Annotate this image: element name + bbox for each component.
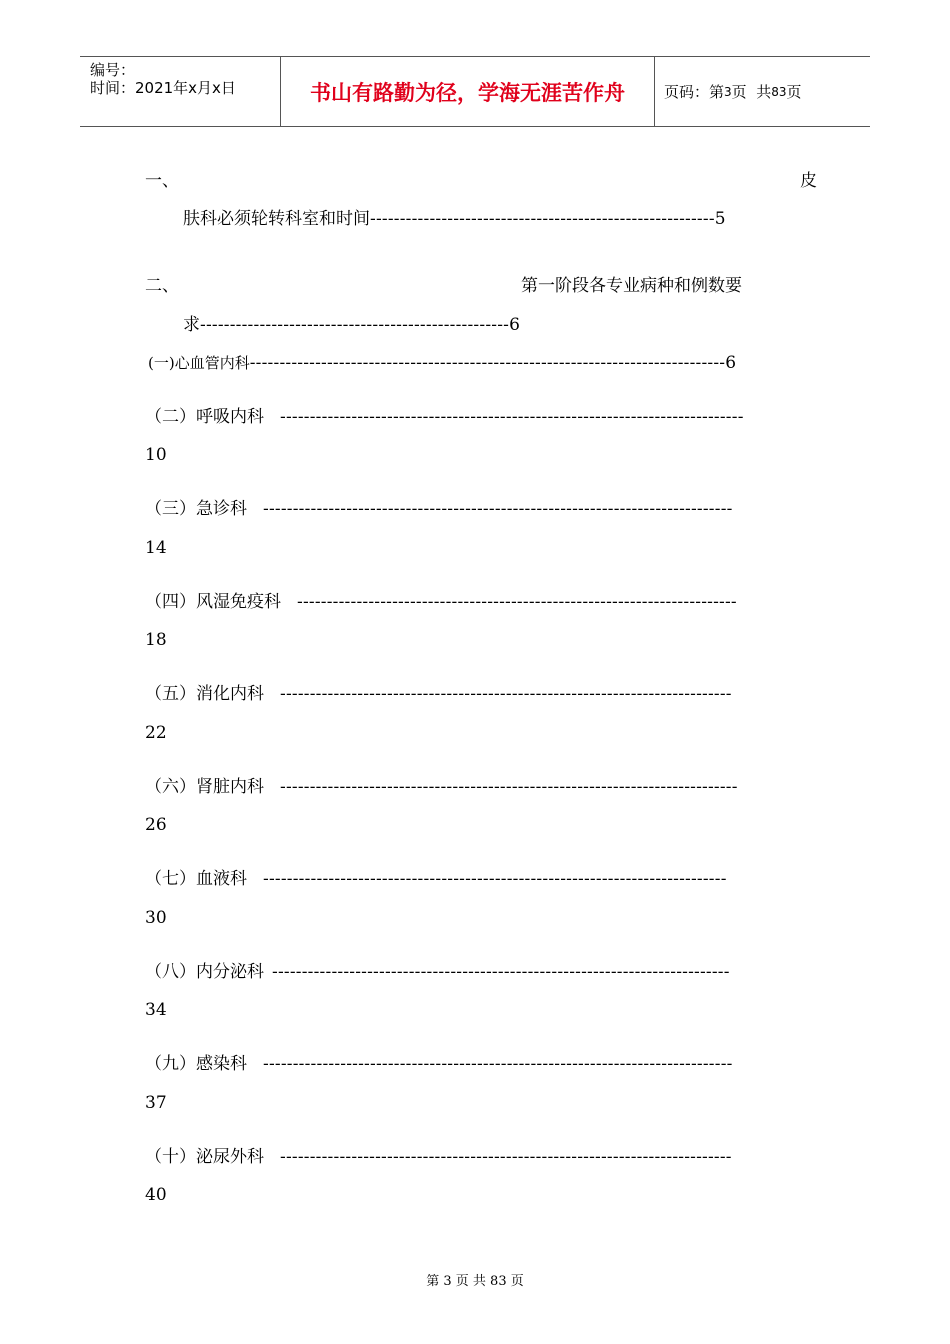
page-suffix: 页 xyxy=(786,83,802,101)
toc-item-page: 34 xyxy=(145,1000,167,1020)
toc-item: （三）急诊科 ------------------------------------------------------------------------------- xyxy=(145,499,733,519)
toc-section-1-number: 一、 xyxy=(145,171,179,191)
toc-item-page: 14 xyxy=(145,538,167,558)
page-footer: 第 3 页 共 83 页 xyxy=(426,1274,524,1289)
toc-item-label: （十）泌尿外科 xyxy=(145,1147,264,1167)
toc-item: （四）风湿免疫科 -------------------------------------------------------------------------- xyxy=(145,592,737,612)
toc-item-label: （九）感染科 xyxy=(145,1054,247,1074)
toc-item-page: 30 xyxy=(145,908,167,928)
toc-section-1-title: 肤科必须轮转科室和时间----------------------------------------------------------5 xyxy=(183,209,726,229)
time-label: 时间：2021年x月x日 xyxy=(90,79,236,97)
toc-item-label: （五）消化内科 xyxy=(145,684,264,704)
page-prefix: 页码：第 xyxy=(664,83,725,101)
toc-section-2-title: 求----------------------------------------------------6 xyxy=(183,315,520,335)
toc-item: （五）消化内科 ---------------------------------------------------------------------------- xyxy=(145,684,732,704)
toc-item-page: 10 xyxy=(145,445,167,465)
header-divider xyxy=(654,57,655,126)
toc-item-label: (一)心血管内科 xyxy=(148,354,250,372)
toc-item: （二）呼吸内科 ------------------------------------------------------------------------------ xyxy=(145,407,744,427)
toc-item: （六）肾脏内科 ----------------------------------------------------------------------------- xyxy=(145,777,738,797)
toc-section-1-lead: 皮 xyxy=(800,171,817,191)
toc-item: （八）内分泌科 ----------------------------------------------------------------------------- xyxy=(145,962,730,982)
toc-item-label: （七）血液科 xyxy=(145,869,247,889)
toc-item-label: （三）急诊科 xyxy=(145,499,247,519)
page-header xyxy=(80,56,870,127)
header-meta xyxy=(80,57,280,126)
toc-item-label: （八）内分泌科 xyxy=(145,962,264,982)
toc-item-page: 37 xyxy=(145,1093,167,1113)
toc-item: （九）感染科 ------------------------------------------------------------------------------- xyxy=(145,1054,733,1074)
toc-section-2-number: 二、 xyxy=(145,276,179,296)
toc-item-page: 22 xyxy=(145,723,167,743)
toc-item-page: 6 xyxy=(725,353,737,373)
header-page-info xyxy=(664,57,802,126)
toc-item-label: （六）肾脏内科 xyxy=(145,777,264,797)
toc-item: （十）泌尿外科 ---------------------------------------------------------------------------- xyxy=(145,1147,732,1167)
toc-item-page: 18 xyxy=(145,630,167,650)
toc-item-label: （四）风湿免疫科 xyxy=(145,592,281,612)
toc-item-page: 40 xyxy=(145,1185,167,1205)
toc-item-page: 26 xyxy=(145,815,167,835)
page-total: 83 xyxy=(771,84,787,99)
toc-item: （七）血液科 ------------------------------------------------------------------------------ xyxy=(145,869,727,889)
header-motto: 书山有路勤为径，学海无涯苦作舟 xyxy=(310,80,625,105)
toc-section-1-page: 5 xyxy=(714,209,726,229)
page-number: 3 xyxy=(724,84,732,99)
toc-section-2-lead: 第一阶段各专业病种和例数要 xyxy=(521,276,742,296)
toc-item-label: （二）呼吸内科 xyxy=(145,407,264,427)
page-mid: 页 共 xyxy=(731,83,772,101)
toc-section-2-page: 6 xyxy=(509,315,520,335)
number-label: 编号： xyxy=(90,61,136,79)
toc-item: (一)心血管内科--------------------------------------------------------------------------------6 xyxy=(148,353,737,373)
